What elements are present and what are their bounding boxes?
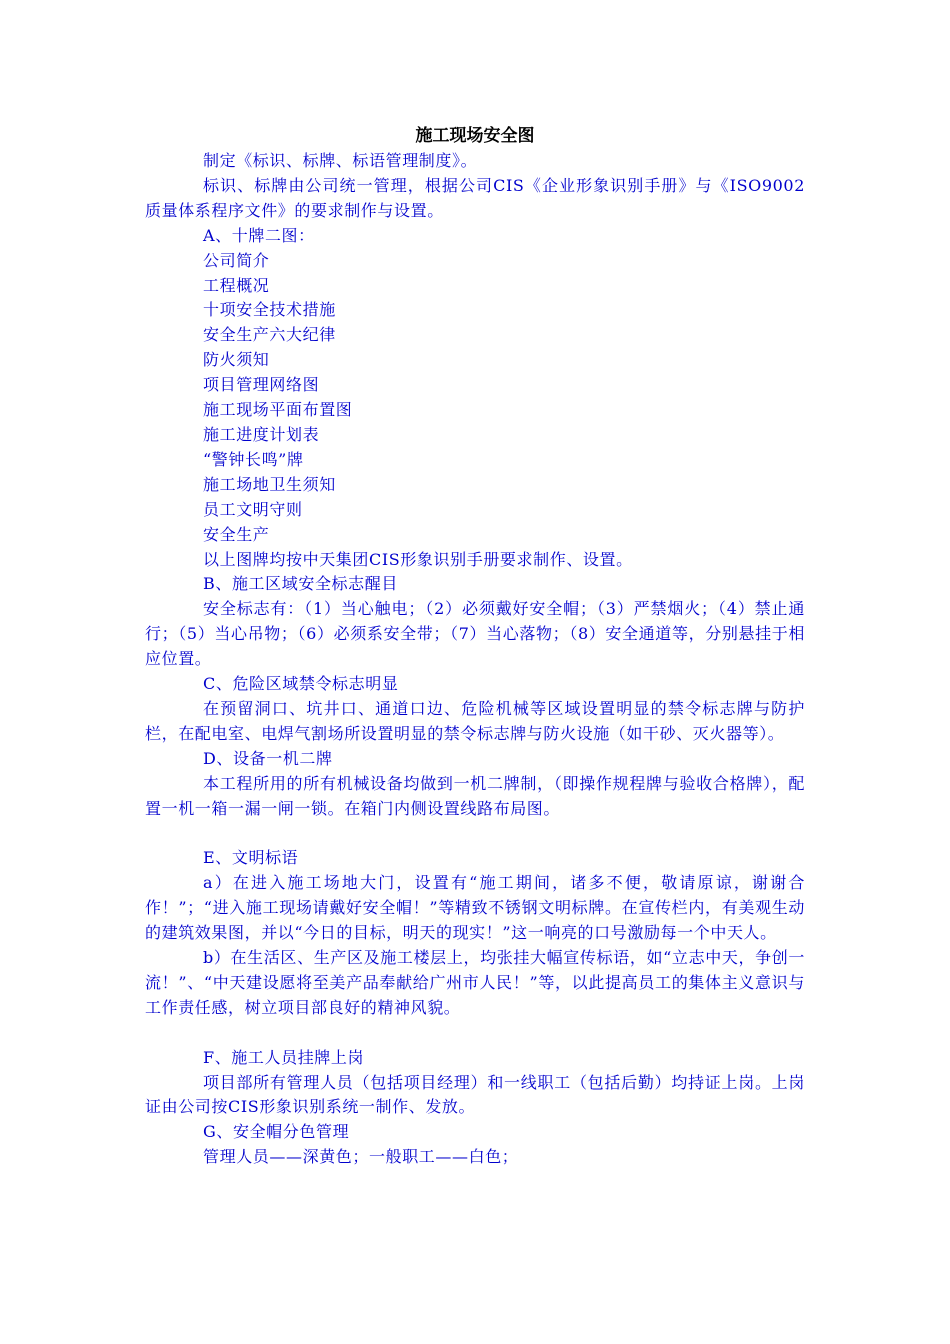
- paragraph-equipment-signs: 本工程所用的所有机械设备均做到一机二牌制，（即操作规程牌与验收合格牌），配置一机一箱一漏一闸一锁。在箱门内侧设置线路布局图。: [145, 773, 805, 818]
- paragraph-badges: 项目部所有管理人员（包括项目经理）和一线职工（包括后勤）均持证上岗。上岗证由公司按CIS形象识别系统一制作、发放。: [145, 1072, 805, 1117]
- list-item: 公司简介: [203, 250, 270, 270]
- document-page: [145, 124, 805, 1170]
- document-body: [145, 149, 805, 1170]
- paragraph-slogans-a: a）在进入施工场地大门，设置有“施工期间，诸多不便，敬请原谅，谢谢合作！”；“进入施工现场请戴好安全帽！”等精致不锈钢文明标牌。在宣传栏内，有美观生动的建筑效果图，并以“今日的目标，明天的现实！”这一响亮的口号激励每一个中天人。: [145, 873, 805, 943]
- paragraph-helmet-colors: 管理人员——深黄色；一般职工——白色；: [203, 1147, 519, 1167]
- document-title: 施工现场安全图: [415, 126, 535, 146]
- paragraph-spacer: [145, 1021, 805, 1046]
- list-item: 十项安全技术措施: [203, 300, 336, 320]
- list-item: 施工进度计划表: [203, 424, 320, 444]
- section-heading-b: B、施工区域安全标志醒目: [203, 574, 398, 594]
- section-heading-a: A、十牌二图：: [203, 225, 315, 245]
- list-item: 安全生产: [203, 524, 270, 544]
- section-heading-c: C、危险区域禁令标志明显: [203, 674, 399, 694]
- paragraph-slogans-b: b）在生活区、生产区及施工楼层上，均张挂大幅宣传标语，如“立志中天，争创一流！”、“中天建设愿将至美产品奉献给广州市人民！”等，以此提高员工的集体主义意识与工作责任感，树立项目部良好的精神风貌。: [145, 947, 805, 1017]
- paragraph-spacer: [145, 821, 805, 846]
- section-heading-f: F、施工人员挂牌上岗: [203, 1047, 365, 1067]
- list-item: 施工场地卫生须知: [203, 474, 336, 494]
- paragraph-signs-note: 以上图牌均按中天集团CIS形象识别手册要求制作、设置。: [203, 549, 633, 569]
- list-item: 安全生产六大纪律: [203, 325, 336, 345]
- list-item: 防火须知: [203, 350, 270, 370]
- paragraph-prohibition-signs: 在预留洞口、坑井口、通道口边、危险机械等区域设置明显的禁令标志牌与防护栏，在配电室、电焊气割场所设置明显的禁令标志牌与防火设施（如干砂、灭火器等）。: [145, 698, 805, 743]
- paragraph-cis-intro: 标识、标牌由公司统一管理，根据公司CIS《企业形象识别手册》与《ISO9002质量体系程序文件》的要求制作与设置。: [145, 175, 805, 220]
- list-item: 施工现场平面布置图: [203, 400, 353, 420]
- section-heading-e: E、文明标语: [203, 848, 299, 868]
- paragraph-regulation: 制定《标识、标牌、标语管理制度》。: [203, 151, 478, 170]
- section-heading-d: D、设备一机二牌: [203, 748, 333, 768]
- paragraph-safety-signs: 安全标志有：（1）当心触电；（2）必须戴好安全帽；（3）严禁烟火；（4）禁止通行；（5）当心吊物；（6）必须系安全带；（7）当心落物；（8）安全通道等，分别悬挂于相应位置。: [145, 599, 805, 669]
- list-item: 员工文明守则: [203, 499, 303, 519]
- list-item: “警钟长鸣”牌: [203, 449, 304, 469]
- section-heading-g: G、安全帽分色管理: [203, 1122, 350, 1142]
- list-item: 项目管理网络图: [203, 375, 320, 395]
- list-item: 工程概况: [203, 275, 270, 295]
